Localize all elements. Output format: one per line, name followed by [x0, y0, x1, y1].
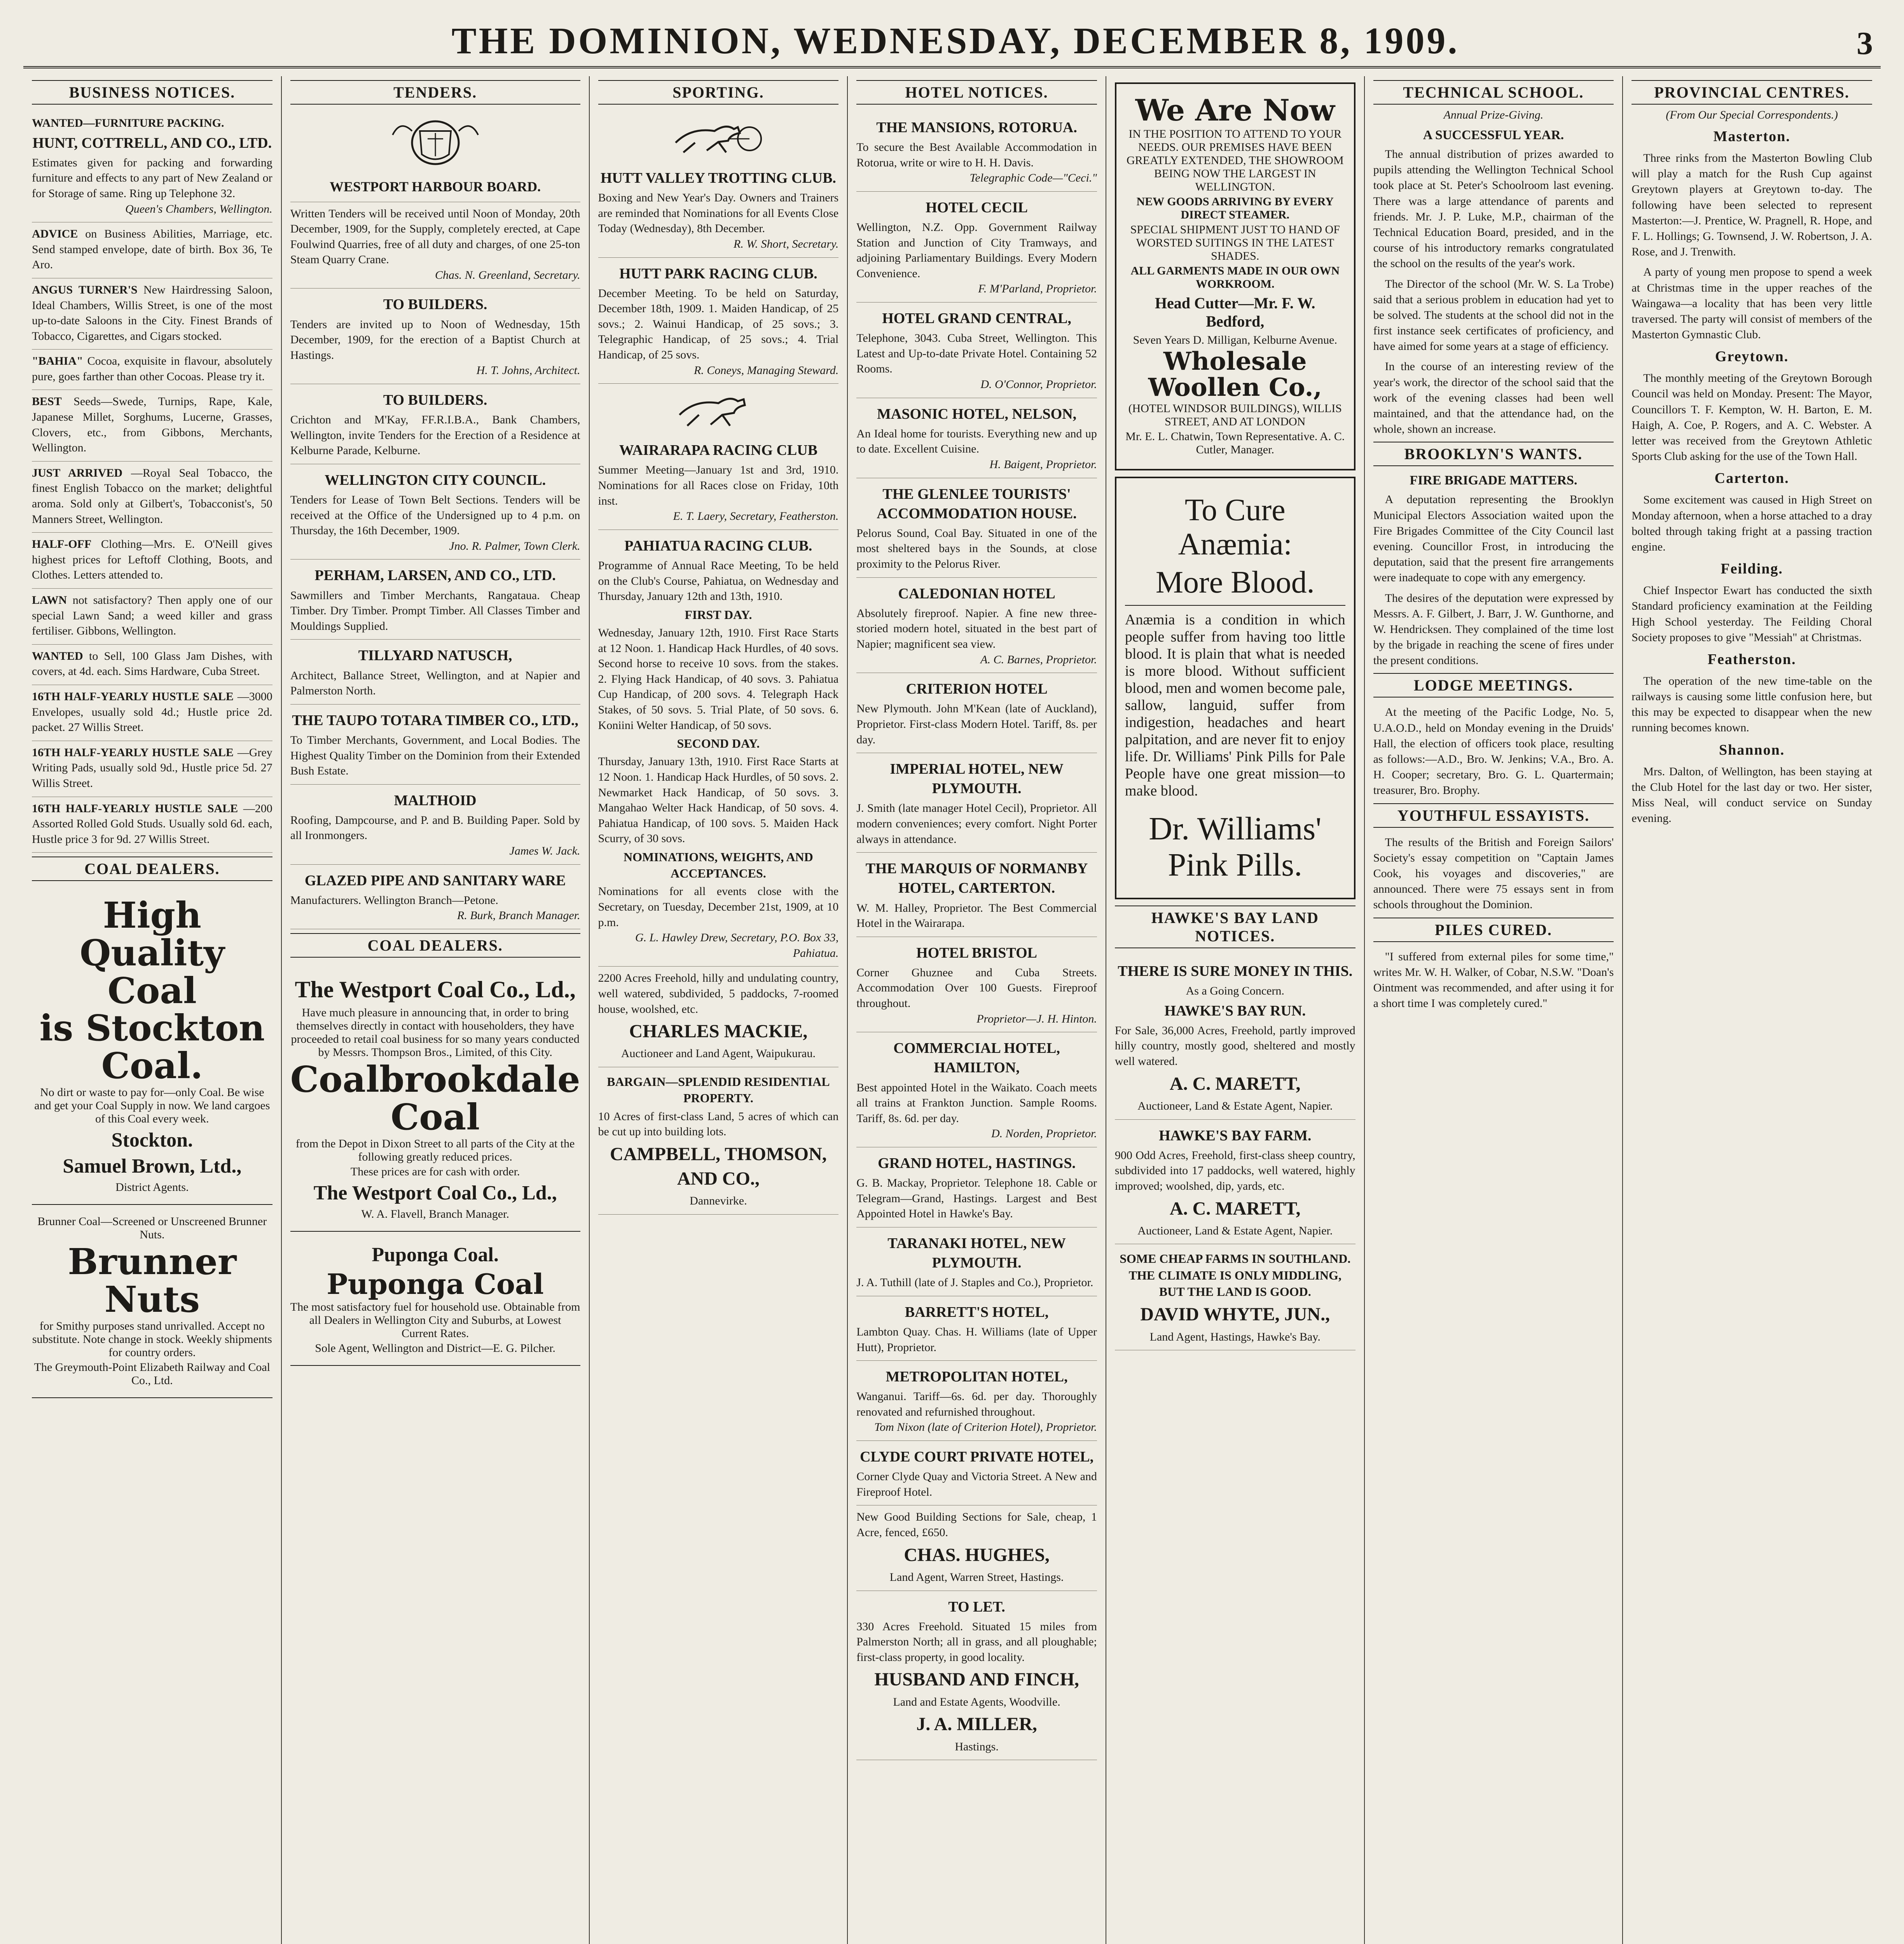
- ad-signature: F. M'Parland, Proprietor.: [978, 282, 1097, 295]
- ad-signature: Tom Nixon (late of Criterion Hotel), Proprietor.: [874, 1421, 1097, 1434]
- ad-lead: ADVICE: [32, 227, 78, 241]
- section-heading: PILES CURED.: [1373, 918, 1614, 942]
- ad-name: MALTHOID: [394, 792, 477, 809]
- ad-lead: ANGUS TURNER'S: [32, 283, 138, 296]
- ad-subhead: As a Going Concern.: [1186, 984, 1284, 998]
- ad-firm-sub: Land Agent, Warren Street, Hastings.: [889, 1570, 1064, 1584]
- ad-text: for Smithy purposes stand unrivalled. Accept no substitute. Note change in stock. Weekly shipments for country orders.: [32, 1320, 272, 1359]
- classified-ad: [290, 705, 580, 785]
- ad-text: not satisfactory? Then apply one of our special Lawn Sand; a weed killer and grass fertiliser. Gibbons, Wellington.: [32, 594, 272, 638]
- pahiatua-ad: [598, 530, 839, 967]
- article-paragraph: The monthly meeting of the Greytown Borough Council was held on Monday. Present: The Mayor, Councillors T. F. Kempton, W. H. Barton, E. M. Haigh, A. Coe, P. Rogers, and A. C. Webster. A letter was received from the Greytown Athletic Sports Club asking for the use of the Town Hall.: [1632, 372, 1872, 463]
- classified-ad: [856, 478, 1097, 578]
- ad-firm-sub: Land and Estate Agents, Woodville.: [893, 1695, 1060, 1708]
- ad-firm: DAVID WHYTE, JUN.,: [1140, 1304, 1330, 1325]
- ad-text: Brunner Coal—Screened or Unscreened Brunner Nuts.: [37, 1215, 267, 1241]
- section-heading: BUSINESS NOTICES.: [32, 80, 272, 105]
- ad-signature: Proprietor—J. H. Hinton.: [976, 1012, 1097, 1025]
- ad-text: Programme of Annual Race Meeting, To be held on the Club's Course, Pahiatua, on Wednesday and Thursday, January 12th and 13th, 1910.: [598, 559, 839, 603]
- section-heading: COAL DEALERS.: [32, 857, 272, 881]
- ad-name: METROPOLITAN HOTEL,: [886, 1369, 1068, 1385]
- ad-text: Written Tenders will be received until Noon of Monday, 20th December, 1909, for the Supply, completely erected, at Cape Foulwind Quarries, free of all duty and charges, of one 25-ton Steam Quarry Crane.: [290, 207, 580, 266]
- ad-name: THE TAUPO TOTARA TIMBER CO., LTD.,: [292, 712, 578, 729]
- ad-name: CALEDONIAN HOTEL: [898, 585, 1055, 602]
- page-number: 3: [1857, 25, 1873, 61]
- ad-text: To Timber Merchants, Government, and Local Bodies. The Highest Quality Timber on the Dominion from their Extended Bush Estate.: [290, 733, 580, 778]
- hughes-ad: [856, 1505, 1097, 1591]
- wairarapa-ad: [598, 434, 839, 530]
- ad-name: HUTT VALLEY TROTTING CLUB.: [600, 170, 836, 186]
- ad-text: Tenders are invited up to Noon of Wednesday, 15th December, 1909, for the erection of a Baptist Church at Hastings.: [290, 318, 580, 362]
- classified-ad: [32, 390, 272, 461]
- ad-firm: J. A. MILLER,: [916, 1714, 1037, 1735]
- article-paragraph: The Director of the school (Mr. W. S. La Trobe) said that a serious problem in education had yet to be solved. The students at the school did not in the first instance seek certificates of proficiency, and have aimed for some years at a stage of efficiency.: [1373, 277, 1614, 353]
- ad-text: Have much pleasure in announcing that, in order to bring themselves directly in contact with householders, they have proceeded to retail coal business for so many years conducted by Messrs. Thompson Bros., Limited, of this City.: [291, 1006, 580, 1059]
- masthead: [23, 16, 1881, 68]
- ad-name: WAIRARAPA RACING CLUB: [619, 442, 817, 459]
- ad-firm-sub: Hastings.: [955, 1740, 999, 1753]
- classified-ad: [32, 533, 272, 589]
- ad-headline: High Quality Coal: [80, 894, 225, 1012]
- ad-subhead: Stockton.: [111, 1129, 193, 1152]
- ad-firm: Wholesale Woollen Co.,: [1148, 346, 1322, 402]
- classified-ad: [32, 741, 272, 797]
- ad-text: Sawmillers and Timber Merchants, Rangataua. Cheap Timber. Dry Timber. Prompt Timber. All Classes Timber and Mouldings Supplied.: [290, 589, 580, 633]
- ad-name: THE GLENLEE TOURISTS' ACCOMMODATION HOUSE.: [877, 486, 1077, 522]
- ad-firm-sub: Land Agent, Hastings, Hawke's Bay.: [1149, 1330, 1321, 1343]
- ad-text: —3000 Envelopes, usually sold 4d.; Hustle price 2d. packet. 27 Willis Street.: [32, 690, 272, 734]
- ad-firm: CAMPBELL, THOMSON, AND CO.,: [610, 1143, 827, 1189]
- ad-name: WESTPORT HARBOUR BOARD.: [290, 174, 580, 202]
- ad-text: IN THE POSITION TO ATTEND TO YOUR NEEDS. OUR PREMISES HAVE BEEN GREATLY EXTENDED, THE SHOWROOM BEING NOW THE LARGEST IN WELLINGTON.: [1126, 127, 1344, 193]
- ad-headline: Dr. Williams' Pink Pills.: [1149, 811, 1322, 883]
- column-sporting: [590, 76, 848, 1944]
- classified-ad: [856, 192, 1097, 302]
- column-provincial-centres: [1623, 76, 1881, 1944]
- ad-signature: D. Norden, Proprietor.: [991, 1127, 1097, 1140]
- classified-ad: [856, 578, 1097, 673]
- ad-text: New Hairdressing Saloon, Ideal Chambers, Willis Street, is one of the most up-to-date Saloons in the City. Finest Brands of Tobacco, Cigarettes, and Cigars stocked.: [32, 283, 272, 343]
- divider: [1125, 605, 1345, 606]
- ad-signature: G. L. Hawley Drew, Secretary, P.O. Box 33, Pahiatua.: [635, 931, 839, 960]
- classified-ad: [32, 462, 272, 533]
- ad-subhead: BARGAIN—SPLENDID RESIDENTIAL PROPERTY.: [607, 1075, 830, 1105]
- ad-text: 10 Acres of first-class Land, 5 acres of which can be cut up into building lots.: [598, 1110, 839, 1138]
- classified-ad: [32, 589, 272, 645]
- ad-text: These prices are for cash with order.: [350, 1165, 520, 1178]
- ad-signature: W. A. Flavell, Branch Manager.: [361, 1208, 509, 1221]
- ad-text: ALL GARMENTS MADE IN OUR OWN WORKROOM.: [1130, 264, 1340, 290]
- ad-subhead: HAWKE'S BAY RUN.: [1164, 1002, 1306, 1019]
- ad-name: TARANAKI HOTEL, NEW PLYMOUTH.: [887, 1235, 1066, 1271]
- ad-subhead: SOME CHEAP FARMS IN SOUTHLAND. THE CLIMATE IS ONLY MIDDLING, BUT THE LAND IS GOOD.: [1120, 1252, 1351, 1299]
- ad-lead: "BAHIA": [32, 355, 83, 368]
- classified-ad: [290, 785, 580, 865]
- ad-text: from the Depot in Dixon Street to all parts of the City at the following greatly reduced prices.: [295, 1137, 575, 1164]
- section-heading: BROOKLYN'S WANTS.: [1373, 442, 1614, 466]
- ad-lead: 16TH HALF-YEARLY HUSTLE SALE: [32, 746, 234, 759]
- classified-ad: [290, 288, 580, 384]
- ad-signature: R. Coneys, Managing Steward.: [694, 364, 839, 377]
- masthead-title: THE DOMINION, WEDNESDAY, DECEMBER 8, 1909.: [451, 20, 1460, 61]
- ad-signature: Mr. E. L. Chatwin, Town Representative. A. C. Cutler, Manager.: [1125, 430, 1345, 456]
- ad-text: Summer Meeting—January 1st and 3rd, 1910. Nominations for all Races close on Friday, 10th inst.: [598, 463, 839, 507]
- mackie-land-ad: [598, 967, 839, 1067]
- ad-signature: E. T. Laery, Secretary, Featherston.: [673, 510, 839, 523]
- town-heading: Greytown.: [1715, 348, 1789, 365]
- column-business-notices: [23, 76, 282, 1944]
- ad-signature: Jno. R. Palmer, Town Clerk.: [449, 539, 580, 552]
- ad-name: PERHAM, LARSEN, AND CO., LTD.: [314, 567, 556, 584]
- column-technical-school: [1365, 76, 1623, 1944]
- ad-text: Roofing, Dampcourse, and P. and B. Building Paper. Sold by all Ironmongers.: [290, 813, 580, 842]
- ad-name: HOTEL BRISTOL: [916, 944, 1037, 961]
- ad-text: Wellington, N.Z. Opp. Government Railway Station and Junction of City Tramways, and adjoining Parliamentary Buildings. Every Modern Convenience.: [856, 221, 1097, 280]
- ad-text: to Sell, 100 Glass Jam Dishes, with covers, at 4d. each. Sims Hardware, Cuba Street.: [32, 649, 272, 678]
- classified-ad: [290, 640, 580, 704]
- ad-text: Wednesday, January 12th, 1910. First Race Starts at 12 Noon. 1. Handicap Hack Hurdles, of 40 sovs. Second horse to receive 10 sovs. from the stakes. 2. Flying Hack Handicap, of 40 sovs. 3. Pahiatua Cup Handicap, of 200 sovs. 4. Telegraph Hack Stakes, of 50 sovs. 5. Trial Plate, of 50 sovs. 6. Koniini Welter Handicap, of 50 sovs.: [598, 626, 839, 732]
- ad-text: —Grey Writing Pads, usually sold 9d., Hustle price 5d. 27 Willis Street.: [32, 746, 272, 790]
- ad-firm-sub: (HOTEL WINDSOR BUILDINGS), WILLIS STREET, AND AT LONDON: [1128, 402, 1342, 428]
- article-paragraph: The operation of the new time-table on the railways is causing some little confusion here, but this may be expected to disappear when the new running becomes known.: [1632, 674, 1872, 734]
- racehorse-icon: [668, 388, 769, 430]
- article-paragraph: Chief Inspector Ewart has conducted the sixth Standard proficiency examination at the Feilding High School yesterday. The Feilding Choral Society proposes to give "Messiah" at Christmas.: [1632, 584, 1872, 644]
- classified-ad: [290, 384, 580, 464]
- ad-headline: is Stockton Coal.: [39, 1007, 265, 1087]
- ad-firm: CHAS. HUGHES,: [904, 1544, 1050, 1565]
- ad-name: CRITERION HOTEL: [906, 681, 1048, 698]
- ad-signature: R. Burk, Branch Manager.: [457, 909, 580, 922]
- ad-text: NEW GOODS ARRIVING BY EVERY DIRECT STEAMER.: [1136, 195, 1334, 221]
- classified-ad: [290, 865, 580, 929]
- classified-ad: [32, 278, 272, 350]
- ad-text: Corner Clyde Quay and Victoria Street. A New and Fireproof Hotel.: [856, 1470, 1097, 1498]
- article-paragraph: "I suffered from external piles for some time," writes Mr. W. H. Walker, of Cobar, N.S.W. "Doan's Ointment was recommended, and after using it for a short time I was completely cured.": [1373, 950, 1614, 1010]
- ad-name: THE MARQUIS OF NORMANBY HOTEL, CARTERTON.: [865, 860, 1088, 897]
- ad-text: Pelorus Sound, Coal Bay. Situated in one of the most sheltered bays in the Sounds, at close proximity to the Pelorus River.: [856, 526, 1097, 571]
- hawkes-bay-farm-ad: [1115, 1120, 1356, 1245]
- classified-ad: [290, 202, 580, 289]
- ad-text: Seeds—Swede, Turnips, Rape, Kale, Japanese Millet, Sorghums, Lucerne, Grasses, Clovers, etc., from Gibbons, Merchants, Wellington.: [32, 395, 272, 455]
- classified-ad: [32, 797, 272, 853]
- ad-name: WELLINGTON CITY COUNCIL.: [325, 472, 546, 488]
- ad-text: 330 Acres Freehold. Situated 15 miles from Palmerston North; all in grass, and all ploughable; first-class property, in good locality.: [856, 1620, 1097, 1664]
- ad-text: Tenders for Lease of Town Belt Sections. Tenders will be received at the Office of the Undersigned up to 4 p.m. on Thursday, the 16th December, 1909.: [290, 493, 580, 537]
- article-headline: FIRE BRIGADE MATTERS.: [1410, 473, 1577, 488]
- ad-text: SPECIAL SHIPMENT JUST TO HAND OF WORSTED SUITINGS IN THE LATEST SHADES.: [1130, 223, 1340, 262]
- ad-subhead: FIRST DAY.: [685, 607, 752, 622]
- ad-text: on Business Abilities, Marriage, etc. Send stamped envelope, date of birth. Box 36, Te Aro.: [32, 227, 272, 271]
- ad-text: Nominations for all events close with the Secretary, on Tuesday, December 21st, 1909, at 10 p.m.: [598, 885, 839, 929]
- ad-lead: WANTED: [32, 649, 83, 663]
- ad-firm-sub: Dannevirke.: [690, 1194, 747, 1208]
- classified-ad: [290, 559, 580, 640]
- ad-text: W. M. Halley, Proprietor. The Best Commercial Hotel in the Wairarapa.: [856, 901, 1097, 930]
- ad-text: G. B. Mackay, Proprietor. Telephone 18. Cable or Telegram—Grand, Hastings. Largest and Best Appointed Hotel in Hawke's Bay.: [856, 1177, 1097, 1220]
- ad-name: CLYDE COURT PRIVATE HOTEL,: [859, 1449, 1094, 1465]
- ad-text: New Good Building Sections for Sale, cheap, 1 Acre, fenced, £650.: [856, 1510, 1097, 1539]
- ad-text: Seven Years D. Milligan, Kelburne Avenue.: [1133, 333, 1337, 346]
- ad-name: MASONIC HOTEL, NELSON,: [877, 406, 1077, 422]
- ad-firm: The Westport Coal Co., Ld.,: [295, 976, 576, 1002]
- article-paragraph: The annual distribution of prizes awarded to pupils attending the Wellington Technical School took place at St. Peter's Schoolroom last evening. There was a large attendance of parents and friends. Mr. J. P. Luke, M.P., chairman of the Technical Education Board, presided, and in the course of his introductory remarks congratulated the school on the results of the year's work.: [1373, 148, 1614, 270]
- ad-text: 2200 Acres Freehold, hilly and undulating country, well watered, subdivided, 5 paddocks, 7-roomed house, woolshed, etc.: [598, 972, 839, 1016]
- pink-pills-ad: [1115, 477, 1356, 899]
- business-ads: [32, 112, 272, 853]
- ad-text: Estimates given for packing and forwarding furniture and effects to any part of New Zealand or for Storage of same. Ring up Telephone 32.: [32, 156, 272, 200]
- classified-ad: [856, 937, 1097, 1033]
- classified-ad: [32, 685, 272, 741]
- ad-lead: JUST ARRIVED: [32, 466, 123, 479]
- classified-ad: [856, 1227, 1097, 1296]
- ad-name: IMPERIAL HOTEL, NEW PLYMOUTH.: [890, 761, 1064, 797]
- ad-name: PAHIATUA RACING CLUB.: [624, 537, 812, 554]
- tender-ads: [290, 202, 580, 929]
- ad-text: Architect, Ballance Street, Wellington, and at Napier and Palmerston North.: [290, 669, 580, 698]
- column-display-ads: [1106, 76, 1365, 1944]
- ad-text: New Plymouth. John M'Kean (late of Auckland), Proprietor. First-class Modern Hotel. Tariff, 8s. per day.: [856, 702, 1097, 746]
- ad-firm: A. C. MARETT,: [1170, 1198, 1301, 1219]
- ad-text: No dirt or waste to pay for—only Coal. Be wise and get your Coal Supply in now. We land cargoes of this Coal every week.: [34, 1086, 270, 1126]
- article-paragraph: In the course of an interesting review of the year's work, the director of the school said that the work of the evening classes had been well maintained, and that the attendance had, on the whole, shown an increase.: [1373, 360, 1614, 436]
- ad-text: —200 Assorted Rolled Gold Studs. Usually sold 6d. each, Hustle price 3 for 9d. 27 Willis Street.: [32, 802, 272, 846]
- ad-signature: H. Baigent, Proprietor.: [989, 458, 1097, 471]
- article-paragraph: At the meeting of the Pacific Lodge, No. 5, U.A.O.D., held on Monday evening in the Druids' Hall, the election of officers took place, resulting as follows:—A.D., Bro. W. Jenkins; V.A., Bro. A. H. Cooper; secretary, Bro. G. L. Quartermain; treasurer, Bro. Brophy.: [1373, 706, 1614, 797]
- ad-text: For Sale, 36,000 Acres, Freehold, partly improved hilly country, mostly good, sheltered and mostly well watered.: [1114, 1024, 1356, 1068]
- article-paragraph: A party of young men propose to spend a week at Christmas time in the upper reaches of the Waingawa—a locality that has been very little traversed. The party will consist of members of the Masterton Gymnastic Club.: [1632, 266, 1872, 341]
- ad-headline: Puponga Coal.: [372, 1244, 499, 1266]
- ad-text: Best appointed Hotel in the Waikato. Coach meets all trains at Frankton Junction. Sample Rooms. Tariff, 8s. 6d. per day.: [856, 1081, 1097, 1125]
- ad-lead: 16TH HALF-YEARLY HUSTLE SALE: [32, 802, 238, 815]
- ad-headline: Puponga Coal: [327, 1267, 544, 1301]
- ad-name: COMMERCIAL HOTEL, HAMILTON,: [893, 1040, 1060, 1076]
- classified-ad: [856, 1147, 1097, 1227]
- ad-subhead: NOMINATIONS, WEIGHTS, AND ACCEPTANCES.: [623, 850, 813, 881]
- ad-text: Lambton Quay. Chas. H. Williams (late of Upper Hutt), Proprietor.: [856, 1325, 1097, 1354]
- ad-text: Clothing—Mrs. E. O'Neill gives highest prices for Leftoff Clothing, Boots, and Clothes. Letters attended to.: [32, 538, 272, 582]
- ad-name: HOTEL CECIL: [926, 199, 1028, 216]
- ad-name: TILLYARD NATUSCH,: [358, 647, 512, 664]
- coat-of-arms-icon: [385, 112, 486, 170]
- ad-name: TO BUILDERS.: [383, 392, 487, 409]
- ad-text: Anæmia is a condition in which people suffer from having too little blood. It is plain that what is needed is more blood. Without sufficient blood, men and women become pale, sallow, languid, suffer from indigestion, headaches and heart palpitation, and are never fit to enjoy life. Dr. Williams' Pink Pills for Pale People have one great mission—to make blood.: [1125, 612, 1345, 799]
- ad-name: HUTT PARK RACING CLUB.: [619, 265, 817, 282]
- classified-ad: [32, 222, 272, 278]
- ad-text: To secure the Best Available Accommodation in Rotorua, write or wire to H. H. Davis.: [856, 141, 1097, 169]
- ad-lead: WANTED—FURNITURE PACKING.: [32, 117, 224, 129]
- ad-text: J. Smith (late manager Hotel Cecil), Proprietor. All modern conveniences; every comfort. Night Porter always in attendance.: [856, 802, 1097, 846]
- ad-text: Thursday, January 13th, 1910. First Race Starts at 12 Noon. 1. Handicap Hack Hurdles, of 50 sovs. 2. Newmarket Hack Handicap, of 50 sovs. 3. Mangahao Welter Hack Handicap, of 50 sovs. 4. Pahiatua Handicap, of 100 sovs. 5. Maiden Hack Scurry, of 30 sovs.: [598, 755, 839, 845]
- ad-subhead: TO LET.: [948, 1598, 1005, 1615]
- classified-ad: [856, 1441, 1097, 1505]
- town-heading: Masterton.: [1713, 128, 1790, 145]
- classified-ad: [856, 398, 1097, 478]
- town-heading: Featherston.: [1707, 651, 1796, 668]
- ad-text: An Ideal home for tourists. Everything new and up to date. Excellent Cuisine.: [856, 427, 1097, 456]
- ad-headline: To Cure Anæmia:: [1178, 493, 1292, 562]
- section-heading: LODGE MEETINGS.: [1373, 673, 1614, 698]
- ad-lead: BEST: [32, 395, 62, 408]
- section-heading: SPORTING.: [598, 80, 839, 105]
- ad-text: Crichton and M'Kay, FF.R.I.B.A., Bank Chambers, Wellington, invite Tenders for the Erection of a Residence at Kelburne Parade, Kelburne.: [290, 413, 580, 457]
- wholesale-woollen-ad: [1115, 82, 1356, 470]
- ad-lead: 16TH HALF-YEARLY HUSTLE SALE: [32, 690, 234, 703]
- article-paragraph: Three rinks from the Masterton Bowling Club will play a match for the Rush Cup against Greytown players at Greytown to-day. The following have been selected to represent Masterton:—J. Prentice, W. Pragnell, R. Hope, and F. L. Hollings; G. Townsend, J. W. Robertson, J. A. Rose, and J. Trenwith.: [1632, 152, 1872, 259]
- classified-ad: [32, 645, 272, 685]
- ad-text: Absolutely fireproof. Napier. A fine new three-storied modern hotel, situated in the best part of Napier; magnificent sea view.: [856, 607, 1097, 650]
- classified-ad: [32, 112, 272, 222]
- ad-firm-sub: Auctioneer, Land & Estate Agent, Napier.: [1137, 1100, 1333, 1112]
- ad-text: Cocoa, exquisite in flavour, absolutely pure, goes farther than other Cocoas. Please try it.: [32, 355, 272, 383]
- ad-signature: James W. Jack.: [509, 844, 580, 858]
- hutt-trotting-ad: [598, 162, 839, 258]
- ad-headline: Coalbrookdale Coal: [290, 1058, 580, 1138]
- ad-footer: Sole Agent, Wellington and District—E. G. Pilcher.: [315, 1341, 555, 1355]
- ad-text: Telephone, 3043. Cuba Street, Wellington. This Latest and Up-to-date Private Hotel. Containing 52 Rooms.: [856, 332, 1097, 376]
- section-heading: TECHNICAL SCHOOL.: [1373, 80, 1614, 105]
- ad-text: Corner Ghuznee and Cuba Streets. Accommodation Over 100 Guests. Fireproof throughout.: [856, 966, 1097, 1010]
- ad-name: GRAND HOTEL, HASTINGS.: [878, 1155, 1076, 1171]
- classified-ad: [290, 464, 580, 560]
- ad-text: 900 Odd Acres, Freehold, first-class sheep country, subdivided into 17 paddocks, well watered, highly improved; woolshed, dip, yards, etc.: [1114, 1149, 1356, 1192]
- classified-ad: [856, 112, 1097, 192]
- ad-name: HUNT, COTTRELL, AND CO., LTD.: [32, 135, 272, 151]
- section-subheading: (From Our Special Correspondents.): [1666, 108, 1838, 121]
- ad-firm-sub: District Agents.: [115, 1181, 189, 1194]
- ad-text: December Meeting. To be held on Saturday, December 18th, 1909. 1. Maiden Handicap, of 25 sovs.; 2. Wainui Handicap, of 25 sovs.; 3. Telegraphic Handicap, of 25 sovs.; 4. Trial Handicap, of 25 sovs.: [598, 287, 839, 362]
- ad-subhead: THERE IS SURE MONEY IN THIS.: [1118, 963, 1353, 979]
- article-paragraph: The results of the British and Foreign Sailors' Society's essay competition on "Captain James Cook, his voyages and discoveries," are announced. There were 75 essays sent in from schools throughout the Dominion.: [1373, 836, 1614, 911]
- classified-ad: [856, 1296, 1097, 1361]
- ad-name: GLAZED PIPE AND SANITARY WARE: [304, 872, 566, 889]
- ad-signature: Queen's Chambers, Wellington.: [125, 202, 272, 215]
- ad-firm-sub: Auctioneer and Land Agent, Waipukurau.: [621, 1047, 816, 1060]
- article-paragraph: Mrs. Dalton, of Wellington, has been staying at the Club Hotel for the last day or two. Her sister, Miss Neal, will conduct service on Sunday evening.: [1632, 765, 1872, 825]
- columns: [23, 76, 1881, 1944]
- ad-text: Manufacturers. Wellington Branch—Petone.: [290, 893, 498, 907]
- ad-signature: D. O'Connor, Proprietor.: [980, 378, 1097, 391]
- trotting-horse-icon: [660, 112, 777, 158]
- section-heading: HOTEL NOTICES.: [856, 80, 1097, 105]
- classified-ad: [856, 673, 1097, 753]
- article-paragraph: The desires of the deputation were expressed by Messrs. A. F. Gilbert, J. Barr, J. W. Gunthorne, and W. Hendricksen. They complained of the time lost by the brigade in reaching the scene of fires under the present conditions.: [1373, 591, 1614, 667]
- stockton-coal-ad: [32, 888, 272, 1205]
- bargain-ad: [598, 1067, 839, 1215]
- ad-firm-sub: Auctioneer, Land & Estate Agent, Napier.: [1137, 1224, 1333, 1237]
- town-heading: Carterton.: [1714, 470, 1789, 487]
- ad-firm: A. C. MARETT,: [1170, 1073, 1301, 1094]
- hutt-park-ad: [598, 258, 839, 384]
- ad-signature: H. T. Johns, Architect.: [476, 364, 580, 377]
- column-hotel-notices: [848, 76, 1106, 1944]
- town-heading: Feilding.: [1721, 561, 1783, 577]
- ad-name: HOTEL GRAND CENTRAL,: [882, 310, 1071, 327]
- ad-headline: More Blood.: [1155, 565, 1315, 600]
- ad-text: Wanganui. Tariff—6s. 6d. per day. Thoroughly renovated and refurnished throughout.: [856, 1390, 1097, 1418]
- ad-subhead: SECOND DAY.: [677, 736, 760, 751]
- ad-firm: Samuel Brown, Ltd.,: [63, 1155, 242, 1178]
- town-heading: Shannon.: [1719, 741, 1785, 758]
- ad-firm: The Westport Coal Co., Ld.,: [313, 1182, 557, 1205]
- ad-name: BARRETT'S HOTEL,: [905, 1304, 1049, 1320]
- ad-text: The most satisfactory fuel for household use. Obtainable from all Dealers in Wellington City and Suburbs, at Lowest Current Rates.: [290, 1300, 580, 1340]
- ad-lead: LAWN: [32, 594, 67, 607]
- section-heading: PROVINCIAL CENTRES.: [1632, 80, 1872, 105]
- ad-firm: CHARLES MACKIE,: [629, 1021, 808, 1042]
- classified-ad: [32, 350, 272, 390]
- classified-ad: [856, 1361, 1097, 1441]
- ad-name: TO BUILDERS.: [383, 296, 487, 313]
- ad-signature: Telegraphic Code—"Ceci.": [969, 171, 1097, 185]
- classified-ad: [856, 302, 1097, 398]
- ad-name: THE MANSIONS, ROTORUA.: [876, 119, 1077, 136]
- article-paragraph: A deputation representing the Brooklyn Municipal Electors Association waited upon the Fire Brigades Committee of the City Council last evening. Councillor Frost, in introducing the deputation, said that the present fire arrangements were inadequate to cope with any emergency.: [1373, 493, 1614, 584]
- ad-text: —Royal Seal Tobacco, the finest English Tobacco on the market; delightful aroma. Sold only at Gilbert's, Tobacconist's, 50 Manners Street, Wellington.: [32, 466, 272, 526]
- article-paragraph: Some excitement was caused in High Street on Monday afternoon, when a horse attached to a dray bolted through taking fright at a passing traction engine.: [1632, 493, 1872, 553]
- ad-footer: The Greymouth-Point Elizabeth Railway and Coal Co., Ltd.: [34, 1361, 271, 1387]
- ad-text: J. A. Tuthill (late of J. Staples and Co.), Proprietor.: [856, 1276, 1093, 1289]
- section-heading: YOUTHFUL ESSAYISTS.: [1373, 803, 1614, 828]
- to-let-ad: [856, 1591, 1097, 1760]
- westport-coal-ad: [290, 965, 580, 1232]
- section-heading: COAL DEALERS.: [290, 933, 580, 958]
- ad-subhead: HAWKE'S BAY FARM.: [1159, 1127, 1312, 1144]
- southland-farms-ad: [1115, 1244, 1356, 1350]
- ad-text: Boxing and New Year's Day. Owners and Trainers are reminded that Nominations for all Events Close Today (Wednesday), 8th December.: [598, 191, 839, 235]
- column-tenders: [282, 76, 590, 1944]
- classified-ad: [856, 1032, 1097, 1147]
- brunner-ad: [32, 1205, 272, 1398]
- hotel-ads: [856, 112, 1097, 1505]
- ad-signature: R. W. Short, Secretary.: [733, 237, 839, 250]
- ad-headline: Brunner Nuts: [68, 1241, 237, 1320]
- ad-lead: HALF-OFF: [32, 538, 92, 551]
- hawkes-bay-run-ad: [1115, 955, 1356, 1120]
- puponga-coal-ad: [290, 1232, 580, 1366]
- section-subheading: Annual Prize-Giving.: [1443, 108, 1544, 121]
- ad-signature: Chas. N. Greenland, Secretary.: [435, 268, 580, 281]
- ad-firm: HUSBAND AND FINCH,: [874, 1669, 1079, 1690]
- classified-ad: [856, 753, 1097, 853]
- section-heading: TENDERS.: [290, 80, 580, 105]
- section-heading: HAWKE'S BAY LAND NOTICES.: [1115, 906, 1356, 948]
- classified-ad: [856, 853, 1097, 937]
- ad-headline: We Are Now: [1135, 93, 1335, 128]
- article-headline: A SUCCESSFUL YEAR.: [1423, 128, 1564, 142]
- ad-signature: A. C. Barnes, Proprietor.: [980, 653, 1097, 666]
- ad-text: Head Cutter—Mr. F. W. Bedford,: [1155, 294, 1315, 330]
